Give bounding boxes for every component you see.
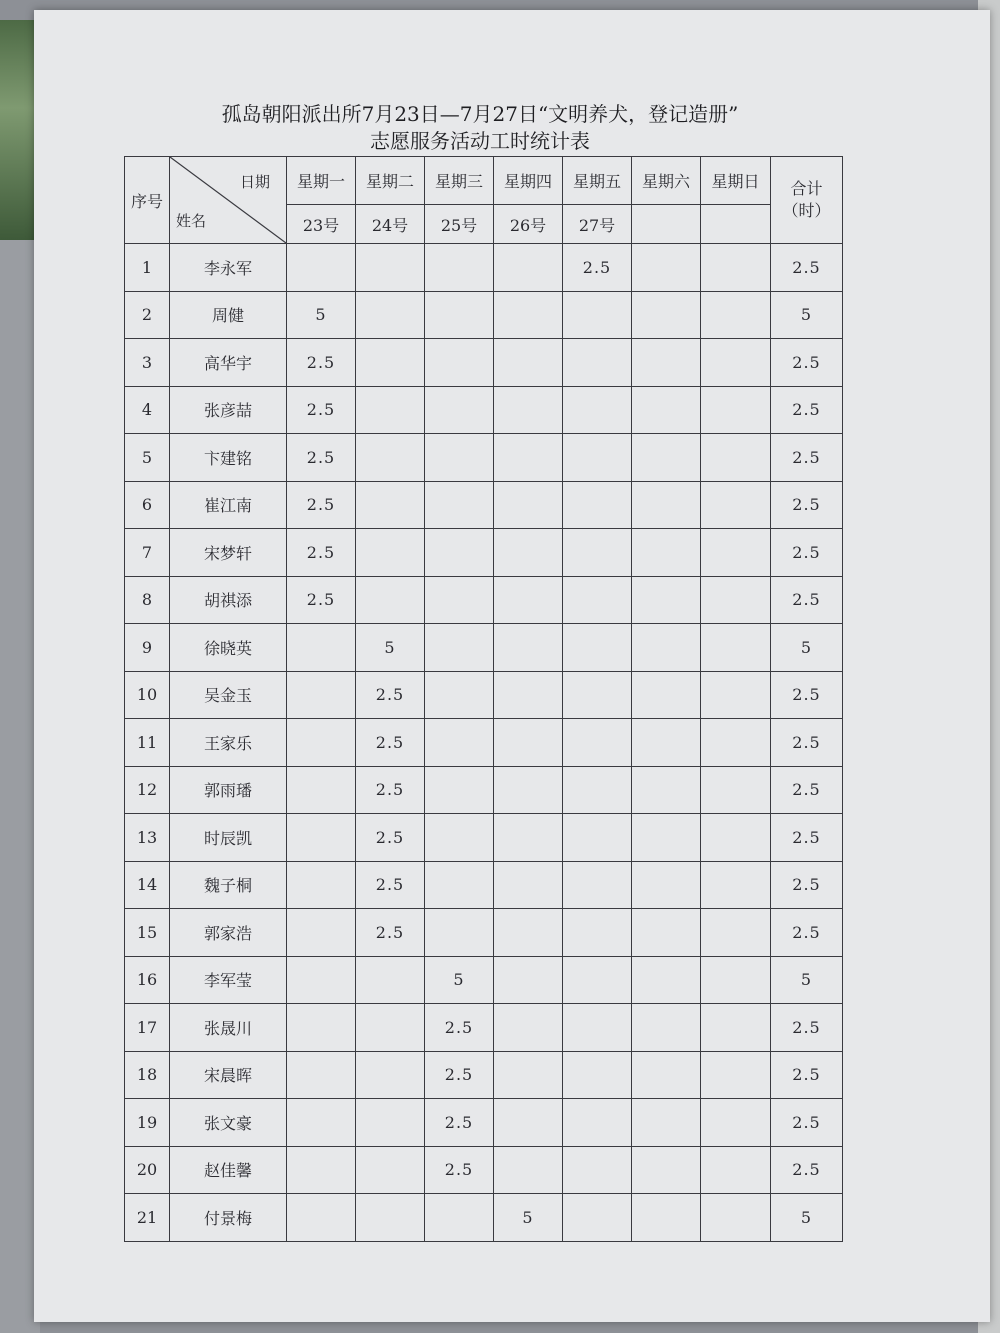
day-hours [494, 766, 563, 814]
day-hours [356, 1099, 425, 1147]
row-total: 2.5 [771, 1099, 843, 1147]
header-date: 25号 [425, 205, 494, 244]
day-hours [356, 386, 425, 434]
day-hours [425, 434, 494, 482]
table-row [125, 624, 843, 672]
volunteer-name: 徐晓英 [170, 624, 287, 672]
row-number: 9 [125, 624, 170, 672]
table-row [125, 1051, 843, 1099]
day-hours [356, 481, 425, 529]
day-hours [632, 956, 701, 1004]
day-hours [425, 671, 494, 719]
volunteer-name: 郭雨璠 [170, 766, 287, 814]
row-number: 11 [125, 719, 170, 767]
header-weekday: 星期一 [287, 157, 356, 205]
day-hours [425, 244, 494, 292]
day-hours [287, 1146, 356, 1194]
row-number: 20 [125, 1146, 170, 1194]
volunteer-name: 宋晨晖 [170, 1051, 287, 1099]
day-hours [632, 434, 701, 482]
day-hours [356, 1004, 425, 1052]
row-number: 6 [125, 481, 170, 529]
row-number: 14 [125, 861, 170, 909]
day-hours [701, 1099, 771, 1147]
day-hours: 2.5 [425, 1146, 494, 1194]
row-total: 2.5 [771, 529, 843, 577]
day-hours [563, 1194, 632, 1242]
day-hours [563, 624, 632, 672]
header-total [771, 157, 843, 244]
day-hours [701, 1146, 771, 1194]
day-hours [701, 576, 771, 624]
volunteer-name: 郭家浩 [170, 909, 287, 957]
day-hours [632, 861, 701, 909]
day-hours [287, 861, 356, 909]
day-hours [701, 434, 771, 482]
table-row [125, 481, 843, 529]
day-hours: 2.5 [287, 386, 356, 434]
header-weekday: 星期五 [563, 157, 632, 205]
row-number: 13 [125, 814, 170, 862]
day-hours [494, 909, 563, 957]
header-date: 24号 [356, 205, 425, 244]
day-hours [287, 671, 356, 719]
header-total-text: 合计 （时） [782, 179, 831, 220]
day-hours [563, 434, 632, 482]
day-hours [356, 1051, 425, 1099]
volunteer-name: 张晟川 [170, 1004, 287, 1052]
day-hours [632, 719, 701, 767]
header-weekday: 星期四 [494, 157, 563, 205]
worktime-table [124, 156, 843, 1242]
day-hours: 2.5 [356, 719, 425, 767]
day-hours [287, 956, 356, 1004]
day-hours: 2.5 [563, 244, 632, 292]
day-hours [563, 956, 632, 1004]
day-hours [563, 1146, 632, 1194]
day-hours [563, 481, 632, 529]
day-hours [356, 1194, 425, 1242]
day-hours [701, 339, 771, 387]
volunteer-name: 赵佳馨 [170, 1146, 287, 1194]
day-hours [356, 339, 425, 387]
day-hours [287, 766, 356, 814]
day-hours [494, 956, 563, 1004]
header-weekday: 星期日 [701, 157, 771, 205]
table-row [125, 529, 843, 577]
day-hours [287, 244, 356, 292]
volunteer-name: 吴金玉 [170, 671, 287, 719]
document-title-line2: 志愿服务活动工时统计表 [370, 129, 590, 153]
day-hours [356, 529, 425, 577]
day-hours [563, 386, 632, 434]
day-hours [632, 576, 701, 624]
day-hours [425, 339, 494, 387]
day-hours [632, 244, 701, 292]
day-hours [632, 766, 701, 814]
header-weekday: 星期六 [632, 157, 701, 205]
volunteer-name: 卞建铭 [170, 434, 287, 482]
day-hours [425, 576, 494, 624]
day-hours [425, 529, 494, 577]
day-hours [563, 814, 632, 862]
day-hours: 5 [425, 956, 494, 1004]
header-date: 23号 [287, 205, 356, 244]
day-hours [563, 529, 632, 577]
table-row [125, 861, 843, 909]
day-hours [701, 1004, 771, 1052]
header-date [632, 205, 701, 244]
day-hours [425, 1194, 494, 1242]
day-hours [425, 481, 494, 529]
day-hours [425, 624, 494, 672]
day-hours [701, 861, 771, 909]
row-number: 3 [125, 339, 170, 387]
table-row [125, 956, 843, 1004]
day-hours [563, 861, 632, 909]
day-hours [701, 814, 771, 862]
day-hours [356, 956, 425, 1004]
day-hours: 5 [287, 291, 356, 339]
day-hours [701, 624, 771, 672]
header-date: 27号 [563, 205, 632, 244]
document-title-line1: 孤岛朝阳派出所7月23日—7月27日“文明养犬，登记造册” [221, 102, 739, 126]
row-total: 2.5 [771, 434, 843, 482]
day-hours [701, 766, 771, 814]
row-number: 5 [125, 434, 170, 482]
row-number: 1 [125, 244, 170, 292]
volunteer-name: 时辰凯 [170, 814, 287, 862]
day-hours [494, 814, 563, 862]
day-hours [632, 481, 701, 529]
row-number: 19 [125, 1099, 170, 1147]
table-row [125, 1194, 843, 1242]
day-hours [701, 956, 771, 1004]
header-date-label: 日期 [239, 173, 270, 191]
row-total: 2.5 [771, 766, 843, 814]
row-number: 17 [125, 1004, 170, 1052]
day-hours [563, 1004, 632, 1052]
header-weekday: 星期三 [425, 157, 494, 205]
day-hours: 2.5 [425, 1099, 494, 1147]
table-row [125, 339, 843, 387]
day-hours [632, 529, 701, 577]
volunteer-name: 魏子桐 [170, 861, 287, 909]
table-row [125, 671, 843, 719]
row-total: 2.5 [771, 481, 843, 529]
day-hours [494, 434, 563, 482]
day-hours [632, 909, 701, 957]
day-hours: 2.5 [356, 671, 425, 719]
day-hours [356, 576, 425, 624]
table-row [125, 814, 843, 862]
row-number: 12 [125, 766, 170, 814]
day-hours [701, 529, 771, 577]
volunteer-name: 高华宇 [170, 339, 287, 387]
day-hours [563, 291, 632, 339]
day-hours [494, 1146, 563, 1194]
table-row [125, 1099, 843, 1147]
day-hours [701, 909, 771, 957]
day-hours [632, 1051, 701, 1099]
header-weekday: 星期二 [356, 157, 425, 205]
day-hours [494, 576, 563, 624]
day-hours [494, 1099, 563, 1147]
row-total: 2.5 [771, 1051, 843, 1099]
day-hours [701, 291, 771, 339]
day-hours: 5 [356, 624, 425, 672]
day-hours [287, 1051, 356, 1099]
row-total: 2.5 [771, 814, 843, 862]
day-hours: 2.5 [425, 1051, 494, 1099]
day-hours [356, 1146, 425, 1194]
table-row [125, 909, 843, 957]
day-hours [494, 1004, 563, 1052]
row-number: 16 [125, 956, 170, 1004]
day-hours [563, 909, 632, 957]
day-hours [563, 766, 632, 814]
header-seq: 序号 [125, 157, 170, 244]
row-total: 2.5 [771, 244, 843, 292]
table-row [125, 1004, 843, 1052]
row-total: 2.5 [771, 671, 843, 719]
day-hours [425, 814, 494, 862]
day-hours [425, 766, 494, 814]
day-hours [563, 1051, 632, 1099]
day-hours: 5 [494, 1194, 563, 1242]
row-number: 8 [125, 576, 170, 624]
day-hours [425, 386, 494, 434]
header-date [701, 205, 771, 244]
day-hours [287, 624, 356, 672]
day-hours [287, 1099, 356, 1147]
volunteer-name: 李军莹 [170, 956, 287, 1004]
table-row [125, 766, 843, 814]
volunteer-name: 王家乐 [170, 719, 287, 767]
row-total: 5 [771, 956, 843, 1004]
header-name-label: 姓名 [176, 212, 207, 230]
table-row [125, 386, 843, 434]
row-total: 2.5 [771, 1004, 843, 1052]
row-total: 2.5 [771, 1146, 843, 1194]
day-hours [701, 481, 771, 529]
table-row [125, 434, 843, 482]
volunteer-name: 胡祺添 [170, 576, 287, 624]
day-hours [563, 339, 632, 387]
row-total: 2.5 [771, 386, 843, 434]
day-hours: 2.5 [425, 1004, 494, 1052]
day-hours [287, 1004, 356, 1052]
row-number: 18 [125, 1051, 170, 1099]
day-hours [494, 671, 563, 719]
day-hours [632, 1099, 701, 1147]
table-row [125, 244, 843, 292]
day-hours [701, 1194, 771, 1242]
volunteer-name: 李永军 [170, 244, 287, 292]
header-row-weekdays [125, 157, 843, 205]
day-hours: 2.5 [287, 481, 356, 529]
day-hours [287, 719, 356, 767]
table-row [125, 576, 843, 624]
day-hours [494, 386, 563, 434]
day-hours [494, 291, 563, 339]
day-hours [701, 671, 771, 719]
day-hours [632, 339, 701, 387]
day-hours: 2.5 [287, 576, 356, 624]
day-hours: 2.5 [356, 861, 425, 909]
header-date: 26号 [494, 205, 563, 244]
table-row [125, 719, 843, 767]
volunteer-name: 张文豪 [170, 1099, 287, 1147]
day-hours [494, 861, 563, 909]
day-hours: 2.5 [356, 909, 425, 957]
day-hours [632, 1146, 701, 1194]
row-total: 5 [771, 291, 843, 339]
day-hours [563, 671, 632, 719]
day-hours [632, 671, 701, 719]
day-hours [632, 1004, 701, 1052]
day-hours [494, 244, 563, 292]
day-hours [563, 1099, 632, 1147]
day-hours [494, 719, 563, 767]
row-total: 2.5 [771, 909, 843, 957]
day-hours [287, 814, 356, 862]
row-total: 5 [771, 1194, 843, 1242]
day-hours [425, 719, 494, 767]
day-hours [356, 434, 425, 482]
day-hours [563, 719, 632, 767]
day-hours [701, 244, 771, 292]
row-total: 2.5 [771, 719, 843, 767]
day-hours [425, 909, 494, 957]
day-hours: 2.5 [356, 766, 425, 814]
day-hours [494, 529, 563, 577]
day-hours [701, 719, 771, 767]
day-hours [632, 386, 701, 434]
day-hours [494, 481, 563, 529]
day-hours: 2.5 [287, 529, 356, 577]
volunteer-name: 张彦喆 [170, 386, 287, 434]
day-hours [701, 1051, 771, 1099]
volunteer-name: 付景梅 [170, 1194, 287, 1242]
day-hours [494, 1051, 563, 1099]
row-number: 4 [125, 386, 170, 434]
row-number: 10 [125, 671, 170, 719]
volunteer-name: 宋梦轩 [170, 529, 287, 577]
row-number: 2 [125, 291, 170, 339]
day-hours [632, 291, 701, 339]
day-hours [632, 624, 701, 672]
row-total: 5 [771, 624, 843, 672]
day-hours: 2.5 [287, 339, 356, 387]
row-total: 2.5 [771, 576, 843, 624]
day-hours [425, 861, 494, 909]
day-hours [632, 814, 701, 862]
header-diagonal-cell [170, 157, 287, 244]
day-hours [701, 386, 771, 434]
day-hours [563, 576, 632, 624]
day-hours [356, 244, 425, 292]
day-hours [287, 1194, 356, 1242]
day-hours: 2.5 [287, 434, 356, 482]
row-total: 2.5 [771, 339, 843, 387]
table-row [125, 291, 843, 339]
day-hours [494, 624, 563, 672]
row-number: 15 [125, 909, 170, 957]
day-hours [494, 339, 563, 387]
row-number: 7 [125, 529, 170, 577]
day-hours: 2.5 [356, 814, 425, 862]
row-number: 21 [125, 1194, 170, 1242]
day-hours [356, 291, 425, 339]
day-hours [287, 909, 356, 957]
volunteer-name: 崔江南 [170, 481, 287, 529]
day-hours [425, 291, 494, 339]
row-total: 2.5 [771, 861, 843, 909]
volunteer-name: 周健 [170, 291, 287, 339]
day-hours [632, 1194, 701, 1242]
table-row [125, 1146, 843, 1194]
